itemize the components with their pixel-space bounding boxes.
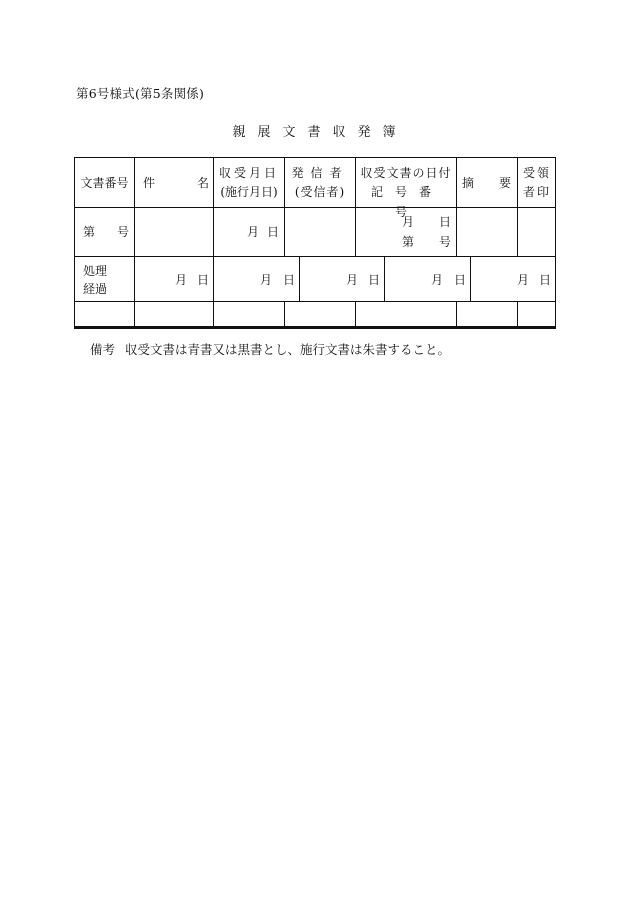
column-divider xyxy=(355,158,356,256)
header-subject-right: 名 xyxy=(197,176,210,190)
header-subject-left: 件 xyxy=(143,176,156,190)
row1-number-go: 号 xyxy=(117,225,130,239)
column-divider xyxy=(213,256,214,301)
row-divider xyxy=(75,207,555,208)
header-sender: 発信者 xyxy=(291,166,349,180)
column-divider xyxy=(456,301,457,329)
progress-4-day: 日 xyxy=(454,273,467,287)
row1-doc-month: 月 xyxy=(402,215,415,229)
row1-day: 日 xyxy=(267,225,280,239)
row1-doc-go: 号 xyxy=(439,235,452,249)
header-issued-date: (施行月日) xyxy=(220,185,278,199)
progress-1-day: 日 xyxy=(197,273,210,287)
header-received-doc-number: 記号番号 xyxy=(370,185,443,219)
header-summary-left: 摘 xyxy=(462,176,475,190)
ledger-bottom-rule xyxy=(74,326,556,329)
header-seal-person: 者印 xyxy=(522,185,551,199)
form-number: 第6号様式(第5条関係) xyxy=(76,86,205,101)
row1-number-dai: 第 xyxy=(83,225,96,239)
progress-3-month: 月 xyxy=(346,273,359,287)
column-divider xyxy=(456,158,457,256)
row1-doc-dai: 第 xyxy=(402,235,415,249)
progress-2-month: 月 xyxy=(260,273,273,287)
header-doc-number: 文書番号 xyxy=(80,176,129,190)
progress-5-day: 日 xyxy=(539,273,552,287)
row-divider xyxy=(75,301,555,302)
header-received-doc-date: 収受文書の日付 xyxy=(360,166,452,180)
column-divider xyxy=(517,301,518,329)
column-divider xyxy=(284,301,285,329)
header-received-date: 収受月日 xyxy=(218,166,279,180)
progress-3-day: 日 xyxy=(368,273,381,287)
header-recipient: (受信者) xyxy=(294,185,346,199)
progress-5-month: 月 xyxy=(517,273,530,287)
progress-1-month: 月 xyxy=(175,273,188,287)
column-divider xyxy=(517,158,518,256)
row2-label-kei: 経過 xyxy=(83,282,108,296)
column-divider xyxy=(134,158,135,256)
column-divider xyxy=(384,256,385,301)
remark-text: 収受文書は青書又は黒書とし、施行文書は朱書すること。 xyxy=(125,342,451,357)
remark xyxy=(90,340,450,358)
header-seal: 受領 xyxy=(522,166,551,180)
progress-4-month: 月 xyxy=(431,273,444,287)
column-divider xyxy=(134,256,135,301)
column-divider xyxy=(470,256,471,301)
column-divider xyxy=(355,301,356,329)
column-divider xyxy=(134,301,135,329)
remark-label: 備考 xyxy=(90,342,116,357)
column-divider xyxy=(213,301,214,329)
document-title: 親展文書収発簿 xyxy=(232,125,408,140)
header-summary-right: 要 xyxy=(499,176,512,190)
row1-month: 月 xyxy=(247,225,260,239)
row2-label-sho: 処理 xyxy=(83,264,108,278)
column-divider xyxy=(284,158,285,256)
column-divider xyxy=(213,158,214,256)
row-divider xyxy=(75,256,555,257)
progress-2-day: 日 xyxy=(283,273,296,287)
row1-doc-day: 日 xyxy=(439,215,452,229)
column-divider xyxy=(299,256,300,301)
ledger-table xyxy=(74,157,556,329)
